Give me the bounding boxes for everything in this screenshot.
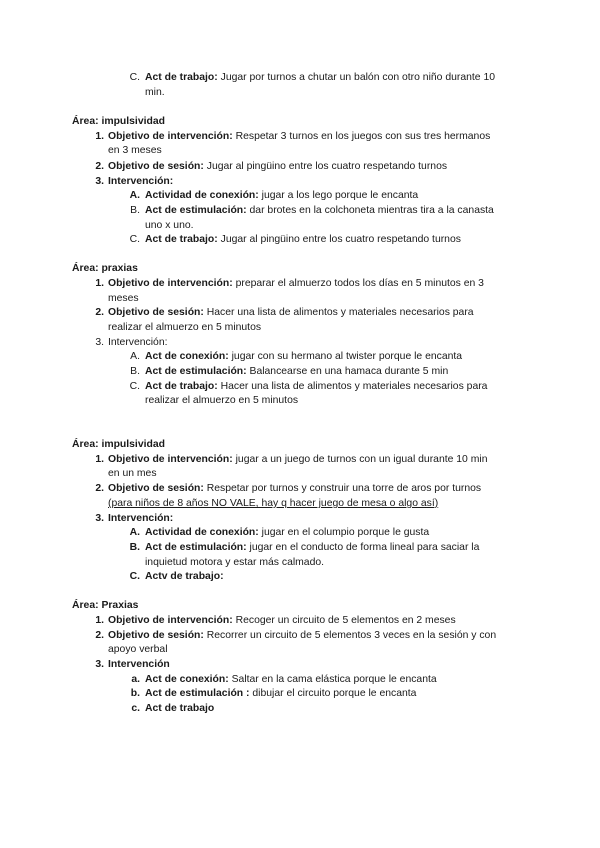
item-text: Balancearse en una hamaca durante 5 min xyxy=(246,366,449,377)
item-label: Act de conexión: xyxy=(145,351,229,362)
list-item-actividad-conexion xyxy=(145,526,429,540)
list-marker: C. xyxy=(129,381,140,392)
item-text: Recorrer un circuito de 5 elementos 3 veces en la sesión y con xyxy=(203,630,497,641)
list-item-objetivo-intervencion xyxy=(108,614,456,628)
list-marker: 3. xyxy=(95,659,104,670)
item-text: jugar a un juego de turnos con un igual durante 10 min xyxy=(232,454,488,465)
list-item-objetivo-sesion xyxy=(108,629,496,643)
item-label: Objetivo de intervención: xyxy=(108,454,233,465)
list-item-objetivo-intervencion xyxy=(108,130,490,144)
item-label: Actv de trabajo: xyxy=(145,571,224,582)
list-marker: C. xyxy=(129,72,140,83)
list-marker: b. xyxy=(130,688,140,699)
list-marker: 3. xyxy=(95,513,104,524)
list-item-act-estimulacion xyxy=(145,365,448,379)
item-text: Hacer una lista de alimentos y materiales necesarios para xyxy=(203,307,474,318)
section-heading: Área: impulsividad xyxy=(72,116,165,127)
item-continuation: min. xyxy=(145,87,165,98)
item-label: Intervención: xyxy=(108,513,174,524)
item-label: Objetivo de intervención: xyxy=(108,615,233,626)
item-label: Act de conexión: xyxy=(145,674,229,685)
list-item-objetivo-intervencion xyxy=(108,277,484,291)
list-item-intervencion xyxy=(108,175,173,189)
list-marker: A. xyxy=(129,190,140,201)
list-item-actv-trabajo xyxy=(145,570,224,584)
item-text: Jugar por turnos a chutar un balón con otro niño durante 10 xyxy=(217,72,496,83)
item-text: jugar a los lego porque le encanta xyxy=(258,190,419,201)
list-marker: a. xyxy=(131,674,140,685)
list-item-act-trabajo xyxy=(145,233,461,247)
list-item-objetivo-sesion xyxy=(108,482,481,496)
item-continuation: inquietud motora y estar más calmado. xyxy=(145,557,325,568)
item-text: Recoger un circuito de 5 elementos en 2 meses xyxy=(232,615,456,626)
list-item-objetivo-sesion xyxy=(108,306,474,320)
item-text: jugar con su hermano al twister porque le encanta xyxy=(228,351,463,362)
list-marker: 2. xyxy=(95,307,104,318)
item-label: Act de estimulación : xyxy=(145,688,250,699)
item-label: Act de trabajo xyxy=(145,703,215,714)
item-continuation: apoyo verbal xyxy=(108,644,168,655)
list-marker: 1. xyxy=(95,278,104,289)
item-label: Actividad de conexión: xyxy=(145,190,259,201)
item-text: Respetar 3 turnos en los juegos con sus tres hermanos xyxy=(232,131,491,142)
list-item-act-conexion xyxy=(145,673,437,687)
item-text: preparar el almuerzo todos los días en 5 minutos en 3 xyxy=(232,278,484,289)
list-marker: B. xyxy=(130,205,140,216)
list-marker: 2. xyxy=(95,161,104,172)
list-item-act-estimulacion xyxy=(145,541,479,555)
item-label: Objetivo de sesión: xyxy=(108,483,204,494)
list-marker: 1. xyxy=(95,454,104,465)
item-text: dar brotes en la colchoneta mientras tira a la canasta xyxy=(246,205,494,216)
item-continuation: meses xyxy=(108,293,139,304)
list-item-act-conexion xyxy=(145,350,462,364)
item-continuation: realizar el almuerzo en 5 minutos xyxy=(108,322,262,333)
item-label: Act de estimulación: xyxy=(145,366,247,377)
list-marker: 3. xyxy=(95,337,104,348)
section-heading: Área: Praxias xyxy=(72,600,139,611)
item-text: Respetar por turnos y construir una torre de aros por turnos xyxy=(203,483,482,494)
list-marker: 1. xyxy=(95,131,104,142)
item-label: Actividad de conexión: xyxy=(145,527,259,538)
item-label: Objetivo de intervención: xyxy=(108,278,233,289)
item-text: jugar en el conducto de forma lineal para saciar la xyxy=(246,542,480,553)
list-item-actividad-conexion xyxy=(145,189,418,203)
item-text: Jugar al pingüino entre los cuatro respetando turnos xyxy=(217,234,461,245)
list-marker: C. xyxy=(129,571,140,582)
item-label: Intervención: xyxy=(108,176,174,187)
item-continuation-note: (para niños de 8 años NO VALE, hay q hacer juego de mesa o algo así) xyxy=(108,498,439,509)
item-label: Act de trabajo: xyxy=(145,72,218,83)
item-label: Act de trabajo: xyxy=(145,381,218,392)
item-label: Act de trabajo: xyxy=(145,234,218,245)
item-text: Hacer una lista de alimentos y materiales necesarios para xyxy=(217,381,488,392)
list-item-intervencion xyxy=(108,512,173,526)
list-item-intervencion xyxy=(108,658,170,672)
list-item-act-estimulacion xyxy=(145,687,416,701)
list-item-act-estimulacion xyxy=(145,204,494,218)
item-label: Act de estimulación: xyxy=(145,205,247,216)
item-continuation: uno x uno. xyxy=(145,220,194,231)
list-item-act-trabajo xyxy=(145,71,495,85)
list-marker: C. xyxy=(129,234,140,245)
list-item-intervencion: Intervención: xyxy=(108,337,168,348)
list-marker: 2. xyxy=(95,483,104,494)
item-label: Objetivo de sesión: xyxy=(108,630,204,641)
section-heading: Área: praxias xyxy=(72,263,138,274)
list-marker: 1. xyxy=(95,615,104,626)
list-marker: A. xyxy=(129,527,140,538)
item-label: Objetivo de sesión: xyxy=(108,161,204,172)
item-text: jugar en el columpio porque le gusta xyxy=(258,527,430,538)
item-text: dibujar el circuito porque le encanta xyxy=(249,688,417,699)
list-item-objetivo-sesion xyxy=(108,160,447,174)
section-heading: Área: impulsividad xyxy=(72,439,165,450)
item-continuation: realizar el almuerzo en 5 minutos xyxy=(145,395,299,406)
list-marker: 2. xyxy=(95,630,104,641)
list-item-act-trabajo xyxy=(145,380,487,394)
item-label: Objetivo de sesión: xyxy=(108,307,204,318)
list-item-act-trabajo xyxy=(145,702,214,716)
item-label: Act de estimulación: xyxy=(145,542,247,553)
list-marker: B. xyxy=(129,542,140,553)
item-label: Objetivo de intervención: xyxy=(108,131,233,142)
list-item-objetivo-intervencion xyxy=(108,453,487,467)
list-marker: 3. xyxy=(95,176,104,187)
list-marker: A. xyxy=(130,351,140,362)
list-marker: B. xyxy=(130,366,140,377)
list-marker: c. xyxy=(131,703,140,714)
item-label: Intervención xyxy=(108,659,170,670)
item-text: Saltar en la cama elástica porque le encanta xyxy=(228,674,437,685)
item-text: Jugar al pingüino entre los cuatro respetando turnos xyxy=(203,161,448,172)
item-continuation: en 3 meses xyxy=(108,145,162,156)
item-continuation: en un mes xyxy=(108,468,157,479)
